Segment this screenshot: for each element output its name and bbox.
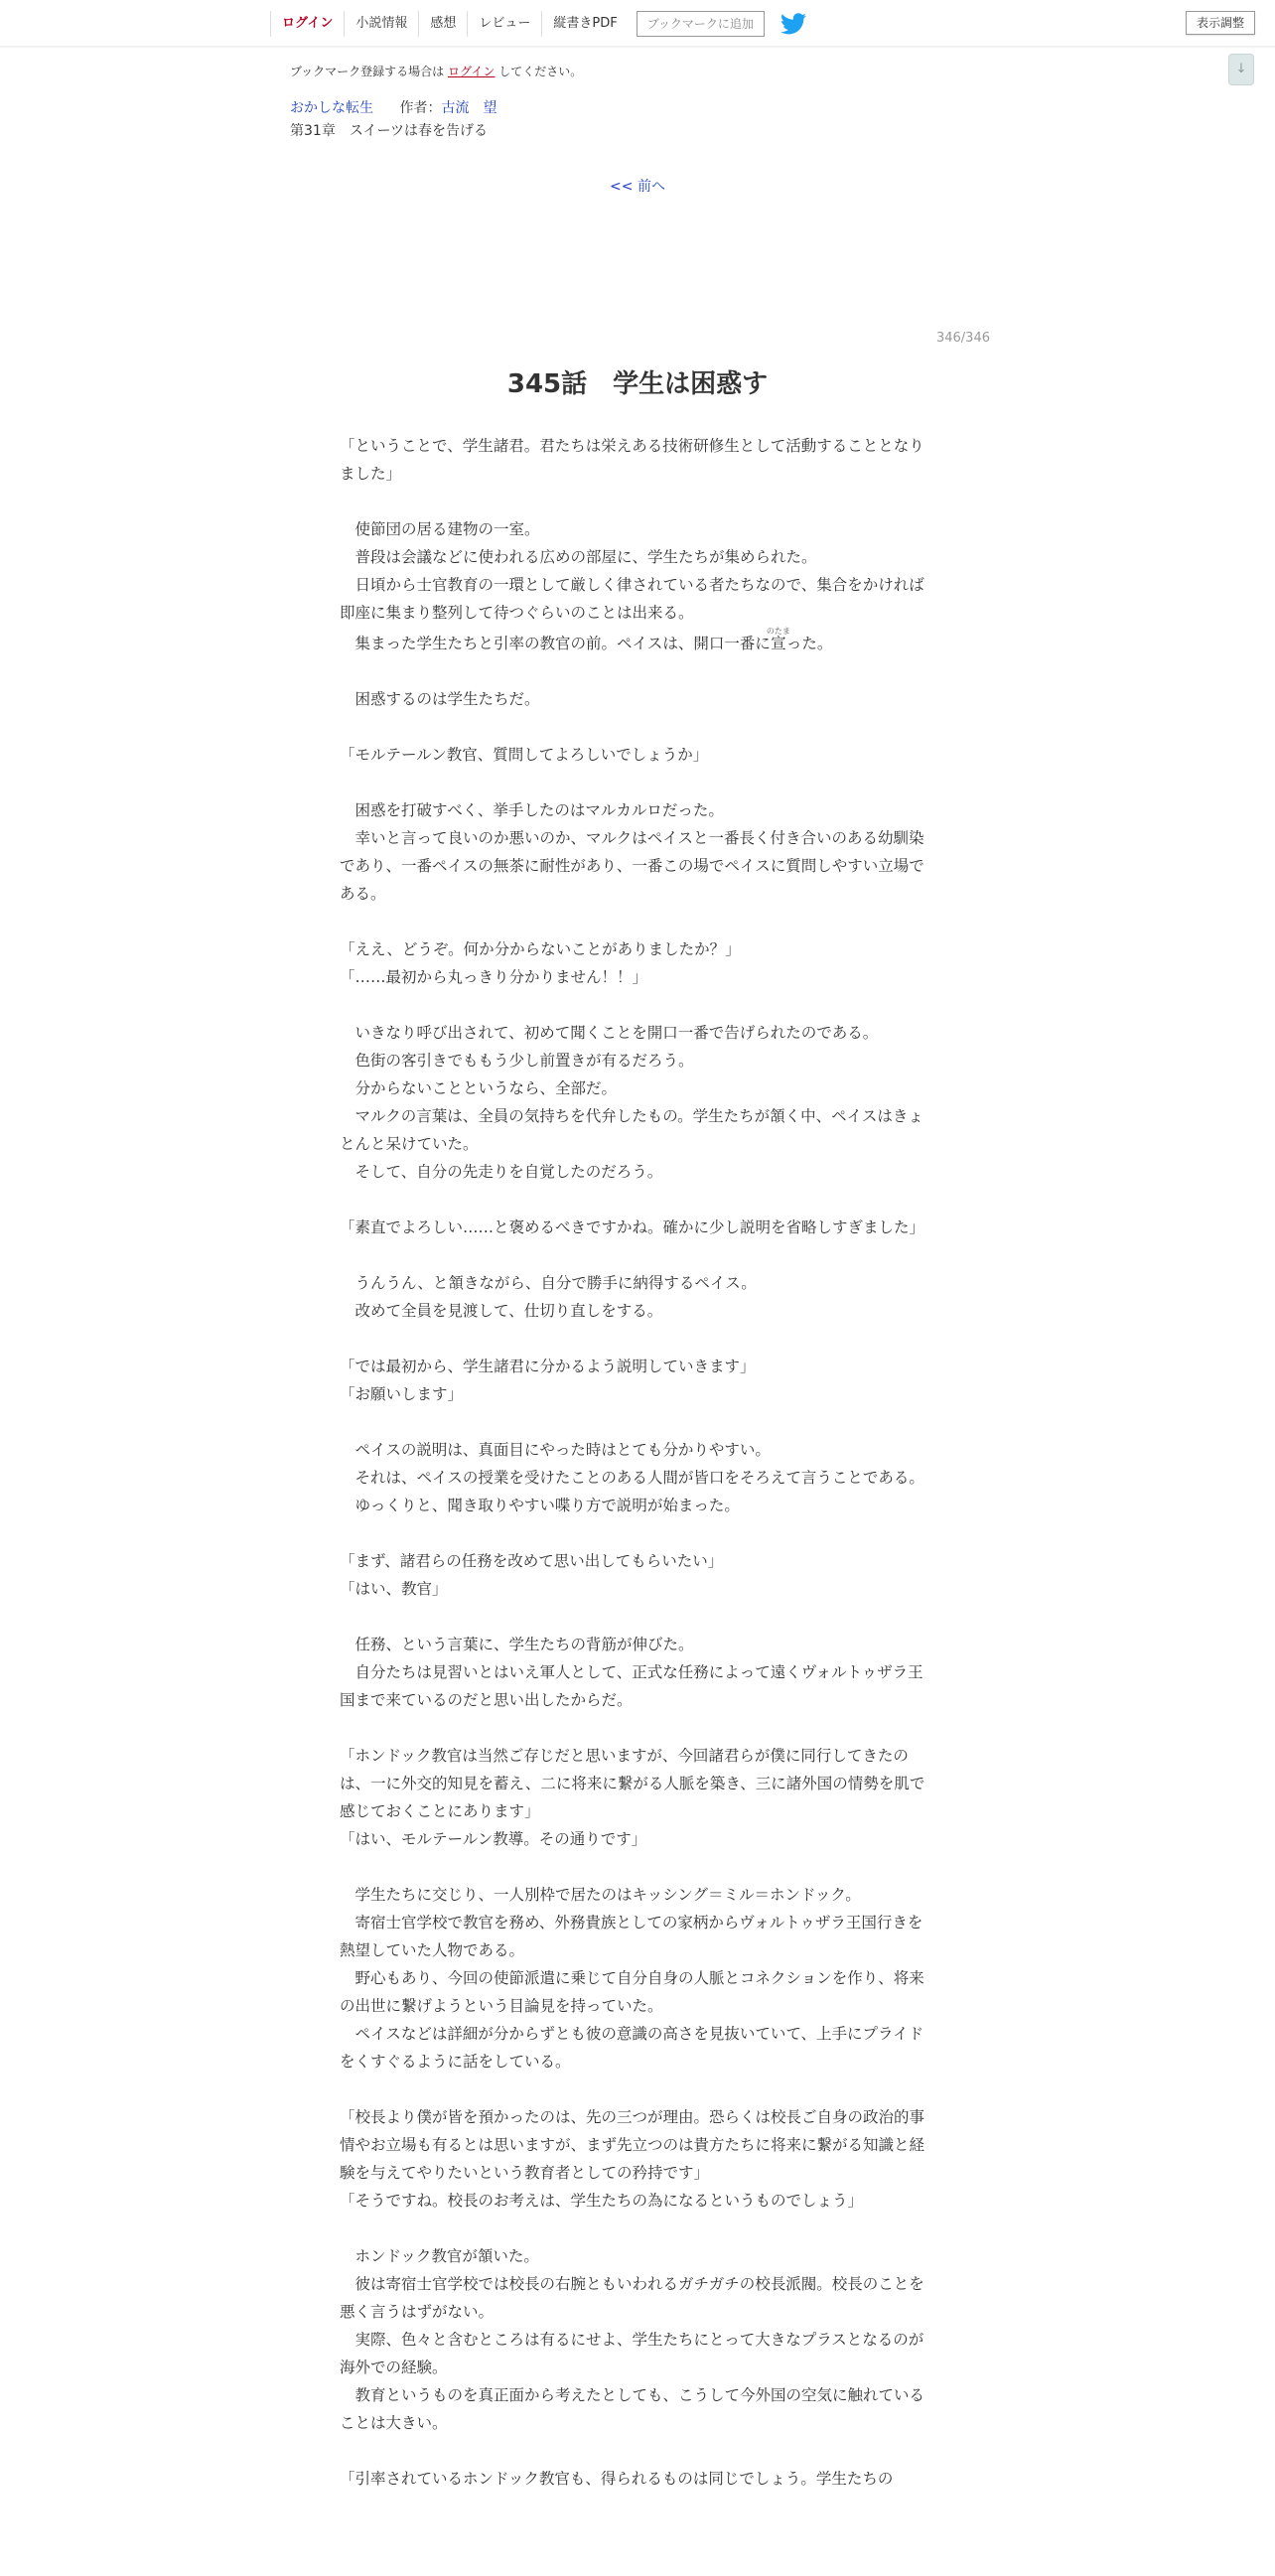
top-nav-bar bbox=[0, 0, 1275, 47]
ruby-reading: のたま bbox=[766, 627, 790, 636]
body-line: 「まず、諸君らの任務を改めて思い出してもらいたい」 bbox=[340, 1552, 724, 1570]
scroll-down-button[interactable]: ↓ bbox=[1228, 54, 1254, 85]
body-line bbox=[340, 1241, 935, 1269]
body-line: 日頃から士官教育の一環として厳しく律されている者たちなので、集合をかければ即座に集まり整列して待つぐらいのことは出来る。 bbox=[340, 576, 924, 622]
body-line: 「はい、教官」 bbox=[340, 1580, 448, 1598]
body-line bbox=[340, 1325, 935, 1353]
body-line: 学生たちに交じり、一人別枠で居たのはキッシング＝ミル＝ホンドック。 bbox=[340, 1886, 861, 1904]
page-number: 346/346 bbox=[935, 331, 990, 346]
body-line: 「ホンドック教官は当然ご存じだと思いますが、今回諸君らが僕に同行してきたのは、一に外交的知見を蓄え、二に将来に繋がる人脈を築き、三に諸外国の情勢を肌で感じておくことにあります」 bbox=[340, 1747, 925, 1820]
body-line: 「お願いします」 bbox=[340, 1385, 464, 1403]
body-line bbox=[340, 769, 935, 796]
body-line: 使節団の居る建物の一室。 bbox=[340, 520, 540, 538]
body-line: 分からないことというなら、全部だ。 bbox=[340, 1079, 618, 1097]
novel-title-link[interactable]: おかしな転生 bbox=[290, 100, 373, 116]
body-line: ペイスなどは詳細が分からずとも彼の意識の高さを見抜いていて、上手にプライドをくすぐるように話をしている。 bbox=[340, 2025, 924, 2071]
body-line bbox=[340, 2520, 935, 2548]
display-settings-button[interactable]: 表示調整 bbox=[1186, 11, 1255, 35]
body-line: それは、ペイスの授業を受けたことのある人間が皆口をそろえて言うことである。 bbox=[340, 1469, 924, 1487]
body-line: 「……最初から丸っきり分かりません！！」 bbox=[340, 968, 648, 986]
body-line bbox=[340, 991, 935, 1019]
body-line bbox=[340, 1603, 935, 1631]
body-line: 幸いと言って良いのか悪いのか、マルクはペイスと一番長く付き合いのある幼馴染であり、一番ペイスの無茶に耐性があり、一番この場でペイスに質問しやすい立場である。 bbox=[340, 829, 924, 903]
body-line: 「そうですね。校長のお考えは、学生たちの為になるというものでしょう」 bbox=[340, 2192, 864, 2210]
body-line: ペイスの説明は、真面目にやった時はとても分かりやすい。 bbox=[340, 1441, 771, 1459]
body-line bbox=[340, 1186, 935, 1214]
body-line: 寄宿士官学校で教官を務め、外務貴族としての家柄からヴォルトゥザラ王国行きを熱望していた人物である。 bbox=[340, 1914, 923, 1959]
author-link[interactable]: 古流 望 bbox=[441, 100, 497, 116]
episode-title: 345話 学生は困惑す bbox=[506, 369, 769, 399]
body-line bbox=[340, 713, 935, 741]
body-line: 「モルテールン教官、質問してよろしいでしょうか」 bbox=[340, 746, 709, 764]
body-line: 「ということで、学生諸君。君たちは栄えある技術研修生として活動することとなりました」 bbox=[340, 437, 924, 483]
body-line bbox=[340, 2215, 935, 2242]
body-line: ゆっくりと、聞き取りやすい喋り方で説明が始まった。 bbox=[340, 1497, 740, 1514]
body-line bbox=[340, 2548, 935, 2576]
body-line bbox=[340, 1853, 935, 1881]
novel-body bbox=[340, 432, 935, 2576]
body-line: 彼は寄宿士官学校では校長の右腕ともいわれるガチガチの校長派閥。校長のことを悪く言うはずがない。 bbox=[340, 2275, 924, 2321]
nav-novel-info[interactable]: 小説情報 bbox=[344, 11, 418, 37]
main-nav bbox=[270, 11, 806, 37]
bookmark-login-notice bbox=[290, 63, 582, 79]
body-line: 「では最初から、学生諸君に分かるよう説明していきます」 bbox=[340, 1358, 756, 1375]
body-line bbox=[340, 1408, 935, 1436]
twitter-icon[interactable] bbox=[780, 13, 806, 35]
body-line: ホンドック教官が頷いた。 bbox=[340, 2247, 539, 2265]
body-line bbox=[340, 908, 935, 935]
body-line: 色街の客引きでももう少し前置きが有るだろう。 bbox=[340, 1052, 694, 1070]
notice-text-after: してください。 bbox=[498, 65, 583, 78]
body-line: 改めて全員を見渡して、仕切り直しをする。 bbox=[340, 1302, 663, 1320]
chapter-title: 第31章 スイーツは春を告げる bbox=[290, 123, 488, 139]
body-line: 実際、色々と含むところは有るにせよ、学生たちにとって大きなプラスとなるのが海外での経験。 bbox=[340, 2331, 924, 2376]
ruby-line-before: 集まった学生たちと引率の教官の前。ペイスは、開口一番に bbox=[340, 635, 771, 652]
body-line: 「はい、モルテールン教導。その通りです」 bbox=[340, 1830, 647, 1848]
body-line: いきなり呼び出されて、初めて聞くことを開口一番で告げられたのである。 bbox=[340, 1024, 879, 1042]
notice-text-before: ブックマーク登録する場合は bbox=[290, 65, 445, 78]
body-line bbox=[340, 1519, 935, 1547]
body-line: 「引率されているホンドック教官も、得られるものは同じでしょう。学生たちの bbox=[340, 2470, 894, 2488]
body-line: 野心もあり、今回の使節派遣に乗じて自分自身の人脈とコネクションを作り、将来の出世に繋げようという目論見を持っていた。 bbox=[340, 1969, 924, 2015]
notice-login-link[interactable]: ログイン bbox=[448, 65, 496, 78]
nav-review[interactable]: レビュー bbox=[467, 11, 541, 37]
novel-header bbox=[290, 97, 496, 117]
body-line: 困惑するのは学生たちだ。 bbox=[340, 690, 540, 708]
add-bookmark-button[interactable]: ブックマークに追加 bbox=[637, 11, 765, 37]
body-line bbox=[340, 2493, 935, 2520]
body-line: 普段は会議などに使われる広めの部屋に、学生たちが集められた。 bbox=[340, 548, 817, 566]
body-line bbox=[340, 2437, 935, 2465]
body-line: 任務、という言葉に、学生たちの背筋が伸びた。 bbox=[340, 1636, 694, 1653]
body-line-ruby bbox=[340, 627, 935, 657]
body-line bbox=[340, 1714, 935, 1742]
body-line bbox=[340, 657, 935, 685]
body-line: 困惑を打破すべく、挙手したのはマルカルロだった。 bbox=[340, 801, 724, 819]
body-line: そして、自分の先走りを自覚したのだろう。 bbox=[340, 1163, 663, 1181]
nav-login[interactable]: ログイン bbox=[270, 11, 344, 37]
body-line bbox=[340, 2075, 935, 2103]
author-label: 作者： bbox=[399, 100, 442, 116]
body-line: 「校長より僕が皆を預かったのは、先の三つが理由。恐らくは校長ご自身の政治的事情やお立場も有るとは思いますが、まず先立つのは貴方たちに将来に繋がる知識と経験を与えてやりたいという教育者としての矜持です」 bbox=[340, 2108, 925, 2182]
body-line bbox=[340, 488, 935, 515]
ruby-base: 宣 bbox=[766, 635, 790, 652]
body-line: 教育というものを真正面から考えたとしても、こうして今外国の空気に触れていることは大きい。 bbox=[340, 2386, 925, 2432]
body-line: 自分たちは見習いとはいえ軍人として、正式な任務によって遠くヴォルトゥザラ王国まで来ているのだと思い出したからだ。 bbox=[340, 1663, 923, 1709]
body-line: うんうん、と頷きながら、自分で勝手に納得するペイス。 bbox=[340, 1274, 757, 1292]
nav-impressions[interactable]: 感想 bbox=[418, 11, 467, 37]
ruby-word bbox=[766, 627, 790, 652]
ruby-line-after: った。 bbox=[785, 635, 833, 652]
prev-page-link[interactable]: << 前へ bbox=[610, 179, 665, 195]
body-line: マルクの言葉は、全員の気持ちを代弁したもの。学生たちが頷く中、ペイスはきょとんと呆けていた。 bbox=[340, 1107, 923, 1153]
body-line: 「ええ、どうぞ。何か分からないことがありましたか？」 bbox=[340, 940, 741, 958]
nav-vertical-pdf[interactable]: 縦書きPDF bbox=[541, 11, 628, 37]
body-line: 「素直でよろしい……と褒めるべきですかね。確かに少し説明を省略しすぎました」 bbox=[340, 1218, 925, 1236]
